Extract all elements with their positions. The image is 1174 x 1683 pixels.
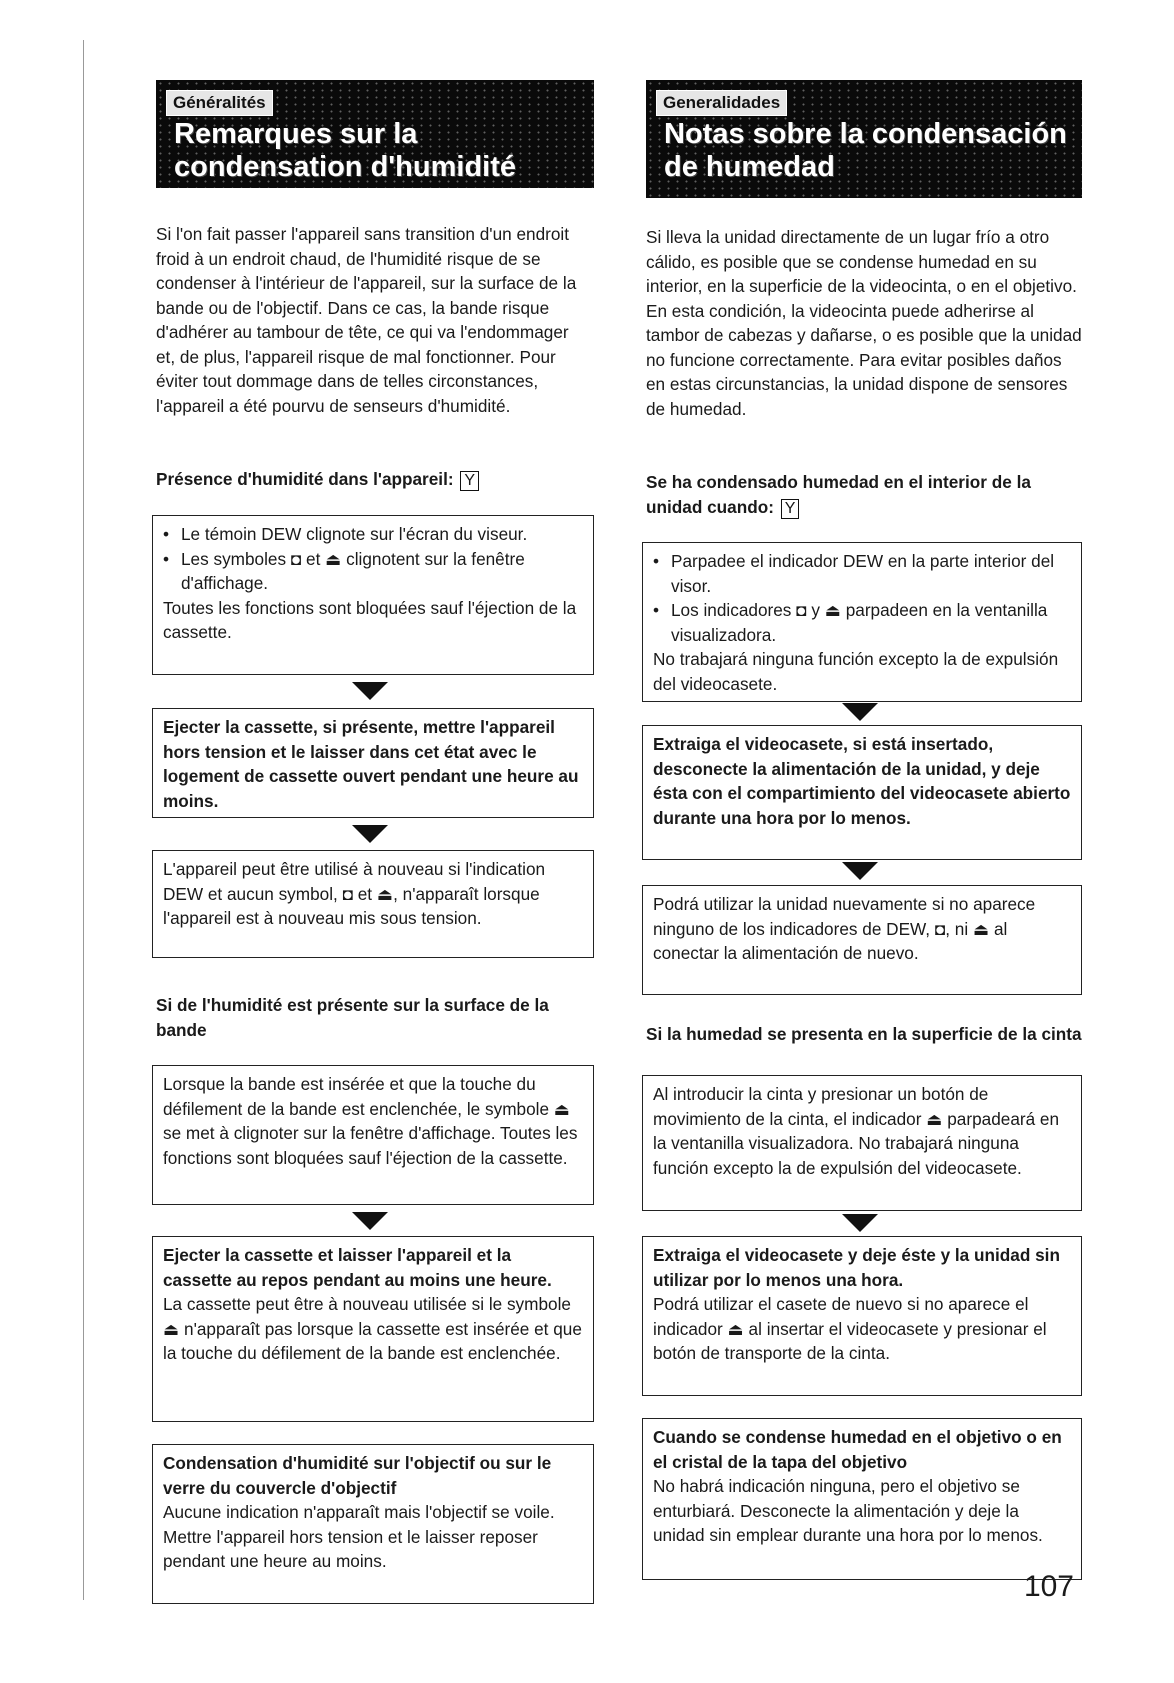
- tape-action-bold: Extraiga el videocasete y deje éste y la unidad sin utilizar por lo menos una hora.: [653, 1245, 1060, 1290]
- spanish-title-banner: [646, 80, 1082, 198]
- page-title: [174, 118, 594, 184]
- list-item: • Les symboles ◘ et ⏏ clignotent sur la fenêtre d'affichage.: [163, 548, 525, 593]
- section-heading-interior: [156, 467, 596, 492]
- list-item: • Le témoin DEW clignote sur l'écran du viseur.: [163, 524, 528, 544]
- tape-symptom-box: [642, 1075, 1082, 1211]
- section-heading-tape: Si de l'humidité est présente sur la surface de la bande: [156, 995, 549, 1040]
- result-box: [642, 885, 1082, 995]
- down-arrow-icon: [352, 825, 388, 843]
- result-text: L'appareil peut être utilisé à nouveau si l'indication DEW et aucun symbol, ◘ et ⏏, n'apparaît lorsque l'appareil est à nouveau mis sous tension.: [163, 859, 546, 928]
- action-box: [642, 725, 1082, 860]
- lens-heading: Cuando se condense humedad en el objetivo o en el cristal de la tapa del objetivo: [653, 1427, 1062, 1472]
- section-chip: Generalidades: [656, 90, 787, 116]
- box-note: No trabajará ninguna función excepto la de expulsión del videocasete.: [653, 649, 1059, 694]
- title-line-1: Notas sobre la condensación: [664, 118, 1067, 150]
- tape-action-box: [642, 1236, 1082, 1396]
- section-chip: Généralités: [166, 90, 273, 116]
- tape-symptom-box: [152, 1065, 594, 1205]
- down-arrow-icon: [842, 862, 878, 880]
- french-title-banner: [156, 80, 594, 188]
- lens-text-1: Aucune indication n'apparaît mais l'objectif se voile.: [163, 1502, 555, 1522]
- intro-paragraph: Si lleva la unidad directamente de un lugar frío a otro cálido, es posible que se condense humedad en su interior, en la superficie de la videocinta, o en el objetivo. En esta condición, la videocinta puede adherirse al tambor de cabezas y dañarse, o es posible que la unidad no funcione correctamente. Para evitar posibles daños en estas circunstancias, la unidad dispone de sensores de humedad.: [646, 227, 1082, 419]
- result-text: Podrá utilizar la unidad nuevamente si no aparece ninguno de los indicadores de DEW, ◘, ni ⏏ al conectar la alimentación de nuevo.: [653, 894, 1036, 963]
- intro-paragraph: Si l'on fait passer l'appareil sans transition d'un endroit froid à un endroit chaud, de l'humidité risque de se condenser à l'intérieur de l'appareil, sur la surface de la bande ou de l'objectif. Dans ce cas, la bande risque d'adhérer au tambour de tête, ce qui va l'endommager et, de plus, l'appareil risque de mal fonctionner. Pour éviter tout dommage dans de telles circonstances, l'appareil a été pourvu de senseurs d'humidité.: [156, 224, 577, 416]
- tape-action-bold: Ejecter la cassette et laisser l'appareil et la cassette au repos pendant au moins une heure.: [163, 1245, 552, 1290]
- y-badge: Y: [460, 471, 479, 491]
- lens-text-2: Mettre l'appareil hors tension et le laisser reposer pendant une heure au moins.: [163, 1526, 538, 1571]
- symptom-box: [642, 542, 1082, 702]
- title-line-2: de humedad: [664, 151, 835, 183]
- heading-text: Présence d'humidité dans l'appareil:: [156, 469, 454, 489]
- page-title: [664, 118, 1082, 184]
- lens-box: [152, 1444, 594, 1604]
- down-arrow-icon: [842, 1214, 878, 1232]
- list-item: • Los indicadores ◘ y ⏏ parpadeen en la ventanilla visualizadora.: [653, 600, 1048, 645]
- tape-action-text: La cassette peut être à nouveau utilisée si le symbole ⏏ n'apparaît pas lorsque la cassette est insérée et que la touche du défilement de la bande est enclenchée.: [163, 1294, 582, 1363]
- tape-symptom-text: Al introducir la cinta y presionar un botón de movimiento de la cinta, el indicador ⏏ parpadeará en la ventanilla visualizadora. No trabajará ninguna función excepto la de expulsión del videocasete.: [653, 1084, 1060, 1178]
- action-text: Extraiga el videocasete, si está insertado, desconecte la alimentación de la unidad, y deje ésta con el compartimiento del videocasete abierto durante una hora por lo menos.: [653, 734, 1071, 828]
- page-number: 107: [1023, 1570, 1074, 1603]
- symptom-list: [653, 549, 1071, 647]
- down-arrow-icon: [352, 1212, 388, 1230]
- title-line-2: condensation d'humidité: [174, 151, 517, 183]
- lens-text-1: No habrá indicación ninguna, pero el objetivo se enturbiará. Desconecte la alimentación y deje la unidad sin emplear durante una hora por lo menos.: [653, 1476, 1043, 1545]
- symptom-list: [163, 522, 583, 596]
- action-text: Ejecter la cassette, si présente, mettre l'appareil hors tension et le laisser dans cet état avec le logement de cassette ouvert pendant une heure au moins.: [163, 717, 579, 811]
- lens-heading: Condensation d'humidité sur l'objectif ou sur le verre du couvercle d'objectif: [163, 1453, 552, 1498]
- title-line-1: Remarques sur la: [174, 118, 418, 150]
- result-box: [152, 850, 594, 958]
- action-box: [152, 708, 594, 818]
- box-note: Toutes les fonctions sont bloquées sauf l'éjection de la cassette.: [163, 597, 577, 642]
- down-arrow-icon: [352, 682, 388, 700]
- list-item: • Parpadee el indicador DEW en la parte interior del visor.: [653, 551, 1055, 596]
- tape-symptom-text: Lorsque la bande est insérée et que la touche du défilement de la bande est enclenchée, le symbole ⏏ se met à clignoter sur la fenêtre d'affichage. Toutes les fonctions sont bloquées sauf l'éjection de la cassette.: [163, 1074, 578, 1168]
- y-badge: Y: [781, 499, 800, 519]
- lens-box: [642, 1418, 1082, 1580]
- tape-action-text: Podrá utilizar el casete de nuevo si no aparece el indicador ⏏ al insertar el videocasete y presionar el botón de transporte de la cinta.: [653, 1294, 1047, 1363]
- heading-text: Se ha condensado humedad en el interior de la unidad cuando:: [646, 472, 1031, 517]
- section-heading-interior: [646, 470, 1086, 519]
- tape-action-box: [152, 1236, 594, 1422]
- down-arrow-icon: [842, 703, 878, 721]
- section-heading-tape: Si la humedad se presenta en la superficie de la cinta: [646, 1024, 1082, 1044]
- symptom-box: [152, 515, 594, 675]
- margin-rule: [83, 40, 84, 1600]
